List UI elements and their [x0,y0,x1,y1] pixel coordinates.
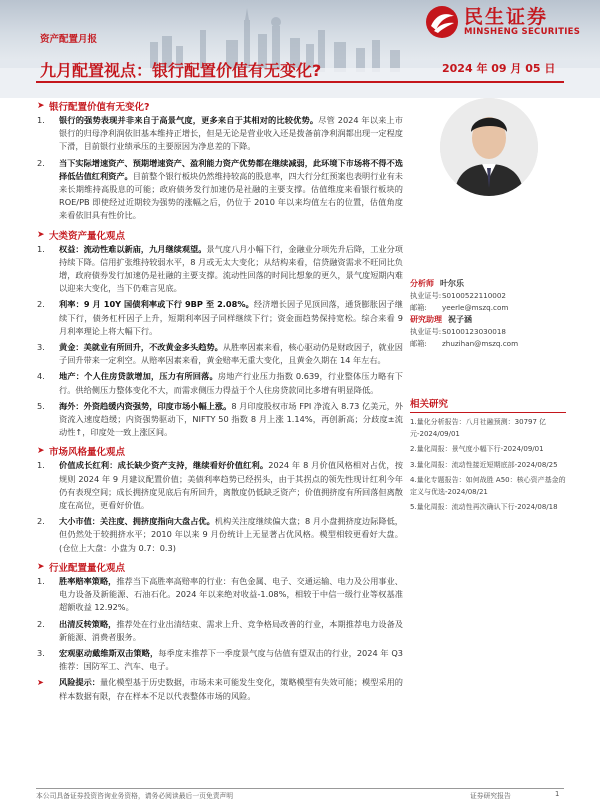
footer-disclaimer: 本公司具备证券投资咨询业务资格，请务必阅读最后一页免责声明 [36,792,234,800]
list-item[interactable]: 5.量化周报：流动性再次确认下行-2024/08/18 [410,503,558,512]
paragraph: 4. 地产：个人住房贷款增加，压力有所回落。房地产行业压力指数 0.639，行业整体压力略有下行。供给侧压力整体变化不大，而需求侧压力得益于个人住房贷款同比多增有明显降低。 [37,371,403,395]
arrow-icon: ➤ [37,446,45,457]
report-type: 资产配置月报 [40,34,98,45]
paragraph: 2. 当下实际增速资产、预期增速资产、盈利能力资产优势都在继续减弱，此环境下市场将不得不选择低估值红利资产。目前整个银行板块仍然维持较高的股息率，四大行分红预案也表明行业有未来长期维持高股息的可能；政府债务发行加速仍是社融的主要支撑。估值维度来看银行板块的 ROE/PB 即使经过近期较为强势的涨幅之后，仍位于 2010 年以来均值左右的位置，估值角度来看依旧具有性价比。 [37,157,403,221]
list-item[interactable]: 4.量化专题报告：如何战胜 A50：核心资产基金的定义与优选-2024/08/21 [410,475,566,497]
analyst-info: 分析师 叶尔乐 执业证号:S0100522110002 邮箱: yeerle@mszq.com 研究助理 祝子涵 执业证号:S0100123030018 邮箱: zhuzihan@mszq.com [410,279,519,348]
header-divider [36,81,564,83]
section-heading-industry: ➤ 行业配置量化观点 [37,561,126,574]
arrow-icon: ➤ [37,101,45,111]
analyst-email[interactable]: yeerle@mszq.com [442,303,509,312]
analyst-portrait-icon [440,98,538,196]
arrow-icon: ➤ [37,229,45,240]
assistant-email[interactable]: zhuzihan@mszq.com [442,339,519,348]
logo-en-text: MINSHENG SECURITIES [464,27,581,37]
paragraph: 3. 黄金：美就业有所回升，不改黄金多头趋势。从胜率因素来看，核心驱动仍是财政因子，就业因子回升带来一定利空。从赔率因素来看，黄金赔率无重大变化，且黄金久期在 14 年左右。 [37,342,403,366]
logo-cn-text: 民生证券 [464,6,549,28]
section-heading-asset: ➤ 大类资产量化观点 [37,229,126,242]
report-date: 2024 年 09 月 05 日 [442,62,556,75]
footer-divider [36,788,564,789]
paragraph: 1. 权益：流动性难以新庙，九月继续观望。景气度八月小幅下行，金融业分项先升后降，工业分项持续下降。信用扩张维持较弱水平，8 月或无太大变化；从结构来看，信贷融资需求不旺同比负增，政府债券发行加速仍是社融的主要支撑。流动性回落的时间比想象的更久，景气度短期内难以迎来大变化，当下仍难言见底。 [37,243,403,294]
paragraph: 3. 宏观驱动戴维斯双击策略，每季度末推荐下一季度景气度与估值有望双击的行业，2024 年 Q3 推荐：国防军工、汽车、电子。 [37,647,403,672]
paragraph: 2. 大小市值：关注度、拥挤度指向大盘占优。机构关注度继续偏大盘；8 月小盘拥挤度边际降低，但仍然处于较拥挤水平；2010 年以来 9 月份统计上无显著占优风格。模型相较更看好大盘。(仓位上大盘：小盘为 0.7：0.3) [37,516,403,553]
logo-mark-icon [424,4,460,40]
section-heading-bank: ➤ 银行配置价值有无变化? [37,101,150,113]
list-item[interactable]: 3.量化周报：流动性接近短期底部-2024/08/25 [410,460,558,469]
risk-warning: ➤ 风险提示：量化模型基于历史数据，市场未来可能发生变化，策略模型有失效可能；模型采用的样本数据有限，存在样本不足以代表整体市场的风险。 [37,676,403,702]
related-research-list [410,416,566,516]
section-heading-style: ➤ 市场风格量化观点 [37,446,126,459]
paragraph: 1. 银行的强势表现并非来自于高景气度，更多来自于其相对的比较优势。尽管 2024 年以来上市银行的归母净利润依旧基本维持正增长，但是无论是营业收入还是拨备前净利润都出现一定程度下滑，目前银行业绩承压的主要原因为净息差的下降。 [37,115,403,152]
header-banner [0,0,600,98]
page-number: 1 [555,790,560,798]
main-content [37,98,403,703]
report-title: 九月配置视点：银行配置价值有无变化? [40,61,322,80]
list-item[interactable]: 2.量化周报：景气度小幅下行-2024/09/01 [410,445,544,454]
related-research-title: 相关研究 [410,396,566,413]
arrow-icon: ➤ [37,677,44,688]
paragraph: 5. 海外：外资趋缓内资强势，印度市场小幅上涨。8 月印度股权市场 FPI 净流入 8.73 亿美元，外资流入速度趋缓；内资强势驱动下，NIFTY 50 指数 8 月上涨 1.14%，再创新高；分歧度±流动性↑，印度处一致上涨区间。 [37,400,403,438]
analyst-photo [440,98,538,196]
arrow-icon: ➤ [37,561,45,572]
company-logo [424,2,600,42]
paragraph: 1. 价值成长红利：成长缺少资产支持，继续看好价值红利。2024 年 8 月价值风格相对占优，按规则 2024 年 9 月建议配置价值；美债利率趋势已经拐头，由于其拐点的领先性现计红利今年仍有表现空间；成长拥挤度见底后有所回升，离散度仍低缺乏资产；价值拥挤度有所回落但离散度在高位，更看好价值。 [37,460,403,511]
paragraph: 2. 出清反转策略，推荐处在行业出清结束、需求上升、竞争格局改善的行业，本期推荐电力设备及新能源、消费者服务。 [37,618,403,642]
paragraph: 2. 利率：9 月 10Y 国债利率或下行 9BP 至 2.08%。经济增长因子见顶回落，通货膨胀因子继续下行，债务杠杆因子上升，短期利率因子同样继续下行；资金面趋势保持宽松。综合来看 9 月利率理论上将大幅下行。 [37,299,403,336]
list-item[interactable]: 1.量化分析报告：八月社融预测：30797 亿元-2024/09/01 [410,418,547,439]
paragraph: 1. 胜率赔率策略，推荐当下高胜率高赔率的行业：有色金属、电子、交通运输、电力及公用事业、电力设备及新能源、石油石化。2024 年以来绝对收益-1.08%，相较于中信一级行业等权基准超额收益 12.92%。 [37,575,403,613]
footer-label: 证券研究报告 [470,792,511,800]
